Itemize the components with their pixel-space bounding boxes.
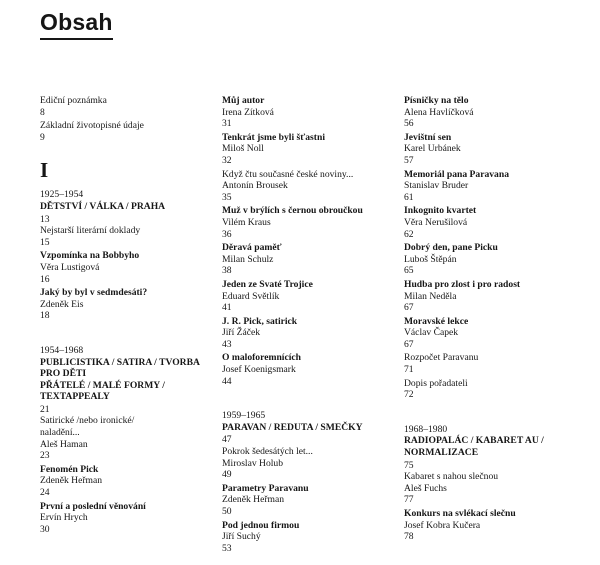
- toc-entry: [222, 279, 388, 314]
- entry-page: 9: [40, 131, 45, 143]
- toc-entry: [40, 250, 210, 285]
- entry-page: 49: [222, 469, 232, 481]
- section-years: 1925–1954: [40, 189, 84, 201]
- entry-author: Alena Havlíčková: [404, 106, 474, 118]
- entry-title: Jevištní sen: [404, 131, 452, 143]
- entry-author: Aleš Fuchs: [404, 482, 447, 494]
- section-heading: PARAVAN / REDUTA / SMEČKY: [222, 421, 363, 433]
- entry-author: Milan Neděla: [404, 290, 457, 302]
- section-heading-line: PUBLICISTIKA / SATIRA / TVORBA: [40, 356, 200, 368]
- section-years: 1968–1980: [404, 423, 448, 435]
- entry-author: Stanislav Bruder: [404, 180, 469, 192]
- entry-title: O maloforemnících: [222, 352, 301, 364]
- entry-author: Jiří Žáček: [222, 327, 261, 339]
- toc-entry: [404, 352, 584, 375]
- toc-entry: [404, 316, 584, 351]
- entry-title: Písničky na tělo: [404, 95, 469, 106]
- entry-author: Ervín Hrych: [40, 512, 88, 524]
- entry-page: 71: [404, 364, 414, 376]
- entry-page: 44: [222, 375, 232, 387]
- entry-author: Václav Čapek: [404, 327, 459, 339]
- entry-page: 53: [222, 542, 232, 554]
- entry-page: 75: [404, 459, 414, 471]
- entry-author: Věra Nerušilová: [404, 216, 468, 228]
- toc-entry: [40, 95, 210, 118]
- entry-title-line: Satirické /nebo ironické/: [40, 415, 135, 427]
- entry-author: Zdeněk Eis: [40, 298, 84, 310]
- entry-author: Milan Schulz: [222, 253, 274, 265]
- toc-entry: [40, 287, 210, 322]
- section-heading: DĚTSTVÍ / VÁLKA / PRAHA: [40, 200, 166, 212]
- toc-entry: [222, 169, 388, 204]
- section-heading-line: PRO DĚTI: [40, 368, 87, 380]
- entry-page: 35: [222, 191, 232, 203]
- entry-page: 43: [222, 338, 232, 350]
- toc-entry: [40, 214, 210, 249]
- entry-title: Základní životopisné údaje: [40, 120, 144, 132]
- entry-title: Když čtu současné české noviny...: [222, 168, 354, 180]
- entry-title: Vzpomínka na Bobbyho: [40, 250, 140, 262]
- entry-title: Parametry Paravanu: [222, 482, 309, 494]
- entry-title: Nejstarší literární doklady: [40, 225, 141, 237]
- toc-entry: [40, 120, 210, 143]
- toc-column-2: [222, 95, 388, 556]
- entry-author: Zdeněk Heřman: [40, 475, 103, 487]
- entry-title: Pod jednou firmou: [222, 519, 300, 531]
- entry-title: Jeden ze Svaté Trojice: [222, 278, 313, 290]
- entry-author: Aleš Haman: [40, 438, 88, 450]
- section-years: 1959–1965: [222, 410, 266, 422]
- entry-author: Karel Urbánek: [404, 143, 461, 155]
- entry-title: První a poslední věnování: [40, 500, 146, 512]
- entry-page: 23: [40, 450, 50, 462]
- toc-entry: [222, 352, 388, 387]
- section-years: 1954–1968: [40, 344, 84, 356]
- toc-entry: [404, 95, 584, 130]
- entry-author: Eduard Světlík: [222, 290, 280, 302]
- entry-page: 16: [40, 273, 50, 285]
- entry-page: 13: [40, 213, 50, 225]
- entry-page: 32: [222, 154, 232, 166]
- toc-entry: [222, 483, 388, 518]
- entry-title: Ediční poznámka: [40, 95, 107, 106]
- part-numeral: I: [40, 158, 49, 183]
- toc-entry: [404, 471, 584, 506]
- entry-title: Dobrý den, pane Picku: [404, 242, 498, 254]
- toc-column-3: [404, 95, 584, 545]
- entry-page: 8: [40, 106, 45, 118]
- entry-author: Irena Zítková: [222, 106, 274, 118]
- toc-column-1: [40, 95, 210, 537]
- toc-entry: [404, 169, 584, 204]
- toc-entry: [222, 205, 388, 240]
- entry-page: 56: [404, 118, 414, 130]
- entry-page: 21: [40, 403, 50, 415]
- entry-author: Miroslav Holub: [222, 457, 284, 469]
- entry-title: Muž v brýlích s černou obroučkou: [222, 205, 363, 217]
- entry-page: 67: [404, 338, 414, 350]
- entry-page: 61: [404, 191, 414, 203]
- toc-entry: [40, 464, 210, 499]
- entry-title: Kabaret s nahou slečnou: [404, 471, 499, 483]
- section-heading-line: TEXTAPPEALY: [40, 391, 110, 403]
- toc-entry: [222, 132, 388, 167]
- entry-title: Jaký by byl v sedmdesáti?: [40, 287, 148, 299]
- entry-author: Jiří Suchý: [222, 531, 261, 543]
- entry-page: 47: [222, 434, 232, 446]
- entry-page: 36: [222, 228, 232, 240]
- entry-title: Moravské lekce: [404, 315, 469, 327]
- entry-page: 30: [40, 523, 50, 535]
- toc-entry: [40, 501, 210, 536]
- entry-page: 41: [222, 302, 232, 314]
- toc-entry: [404, 205, 584, 240]
- entry-page: 50: [222, 506, 232, 517]
- toc-entry: [222, 520, 388, 555]
- toc-entry: [40, 415, 210, 461]
- entry-page: 24: [40, 487, 50, 499]
- toc-entry: [222, 242, 388, 277]
- entry-author: Věra Lustigová: [40, 261, 100, 273]
- entry-title: Pokrok šedesátých let...: [222, 446, 313, 458]
- section-heading-line: PŘÁTELÉ / MALÉ FORMY /: [40, 379, 165, 391]
- toc-entry: [222, 446, 388, 481]
- toc-entry: [222, 316, 388, 351]
- toc-entry: [222, 95, 388, 130]
- entry-page: 65: [404, 265, 414, 277]
- toc-entry: [404, 508, 584, 543]
- entry-author: Josef Koenigsmark: [222, 364, 296, 376]
- entry-page: 57: [404, 154, 414, 166]
- entry-author: Miloš Noll: [222, 143, 264, 155]
- entry-author: Vilém Kraus: [222, 216, 271, 228]
- entry-title: J. R. Pick, satirick: [222, 315, 298, 327]
- entry-author: Antonín Brousek: [222, 180, 288, 192]
- entry-title: Memoriál pana Paravana: [404, 168, 509, 180]
- entry-page: 15: [40, 236, 50, 248]
- toc-entry: [404, 242, 584, 277]
- entry-author: Josef Kobra Kučera: [404, 519, 481, 531]
- entry-author: Zdeněk Heřman: [222, 494, 285, 506]
- section-heading-line: NORMALIZACE: [404, 447, 479, 459]
- entry-page: 38: [222, 265, 232, 277]
- toc-entry: [404, 279, 584, 314]
- entry-page: 18: [40, 310, 50, 322]
- entry-page: 31: [222, 118, 232, 130]
- entry-title: Děravá paměť: [222, 242, 282, 254]
- entry-title: Konkurs na svlékací slečnu: [404, 508, 516, 519]
- entry-page: 72: [404, 389, 414, 401]
- toc-entry: [404, 378, 584, 401]
- page-title: Obsah: [40, 9, 113, 40]
- entry-author: Luboš Štěpán: [404, 253, 457, 265]
- entry-title-line: naladění...: [40, 427, 80, 439]
- entry-title: Inkognito kvartet: [404, 205, 477, 217]
- entry-page: 62: [404, 228, 414, 240]
- entry-title: Tenkrát jsme byli šťastni: [222, 131, 325, 143]
- entry-page: 77: [404, 494, 414, 506]
- entry-page: 78: [404, 531, 414, 543]
- section-heading-line: RADIOPALÁC / KABARET AU /: [404, 435, 544, 447]
- entry-title: Dopis pořadateli: [404, 377, 468, 389]
- entry-page: 67: [404, 302, 414, 314]
- entry-title: Hudba pro zlost i pro radost: [404, 278, 521, 290]
- entry-title: Fenomén Pick: [40, 463, 99, 475]
- entry-title: Rozpočet Paravanu: [404, 352, 479, 364]
- toc-entry: [404, 132, 584, 167]
- entry-title: Můj autor: [222, 95, 265, 106]
